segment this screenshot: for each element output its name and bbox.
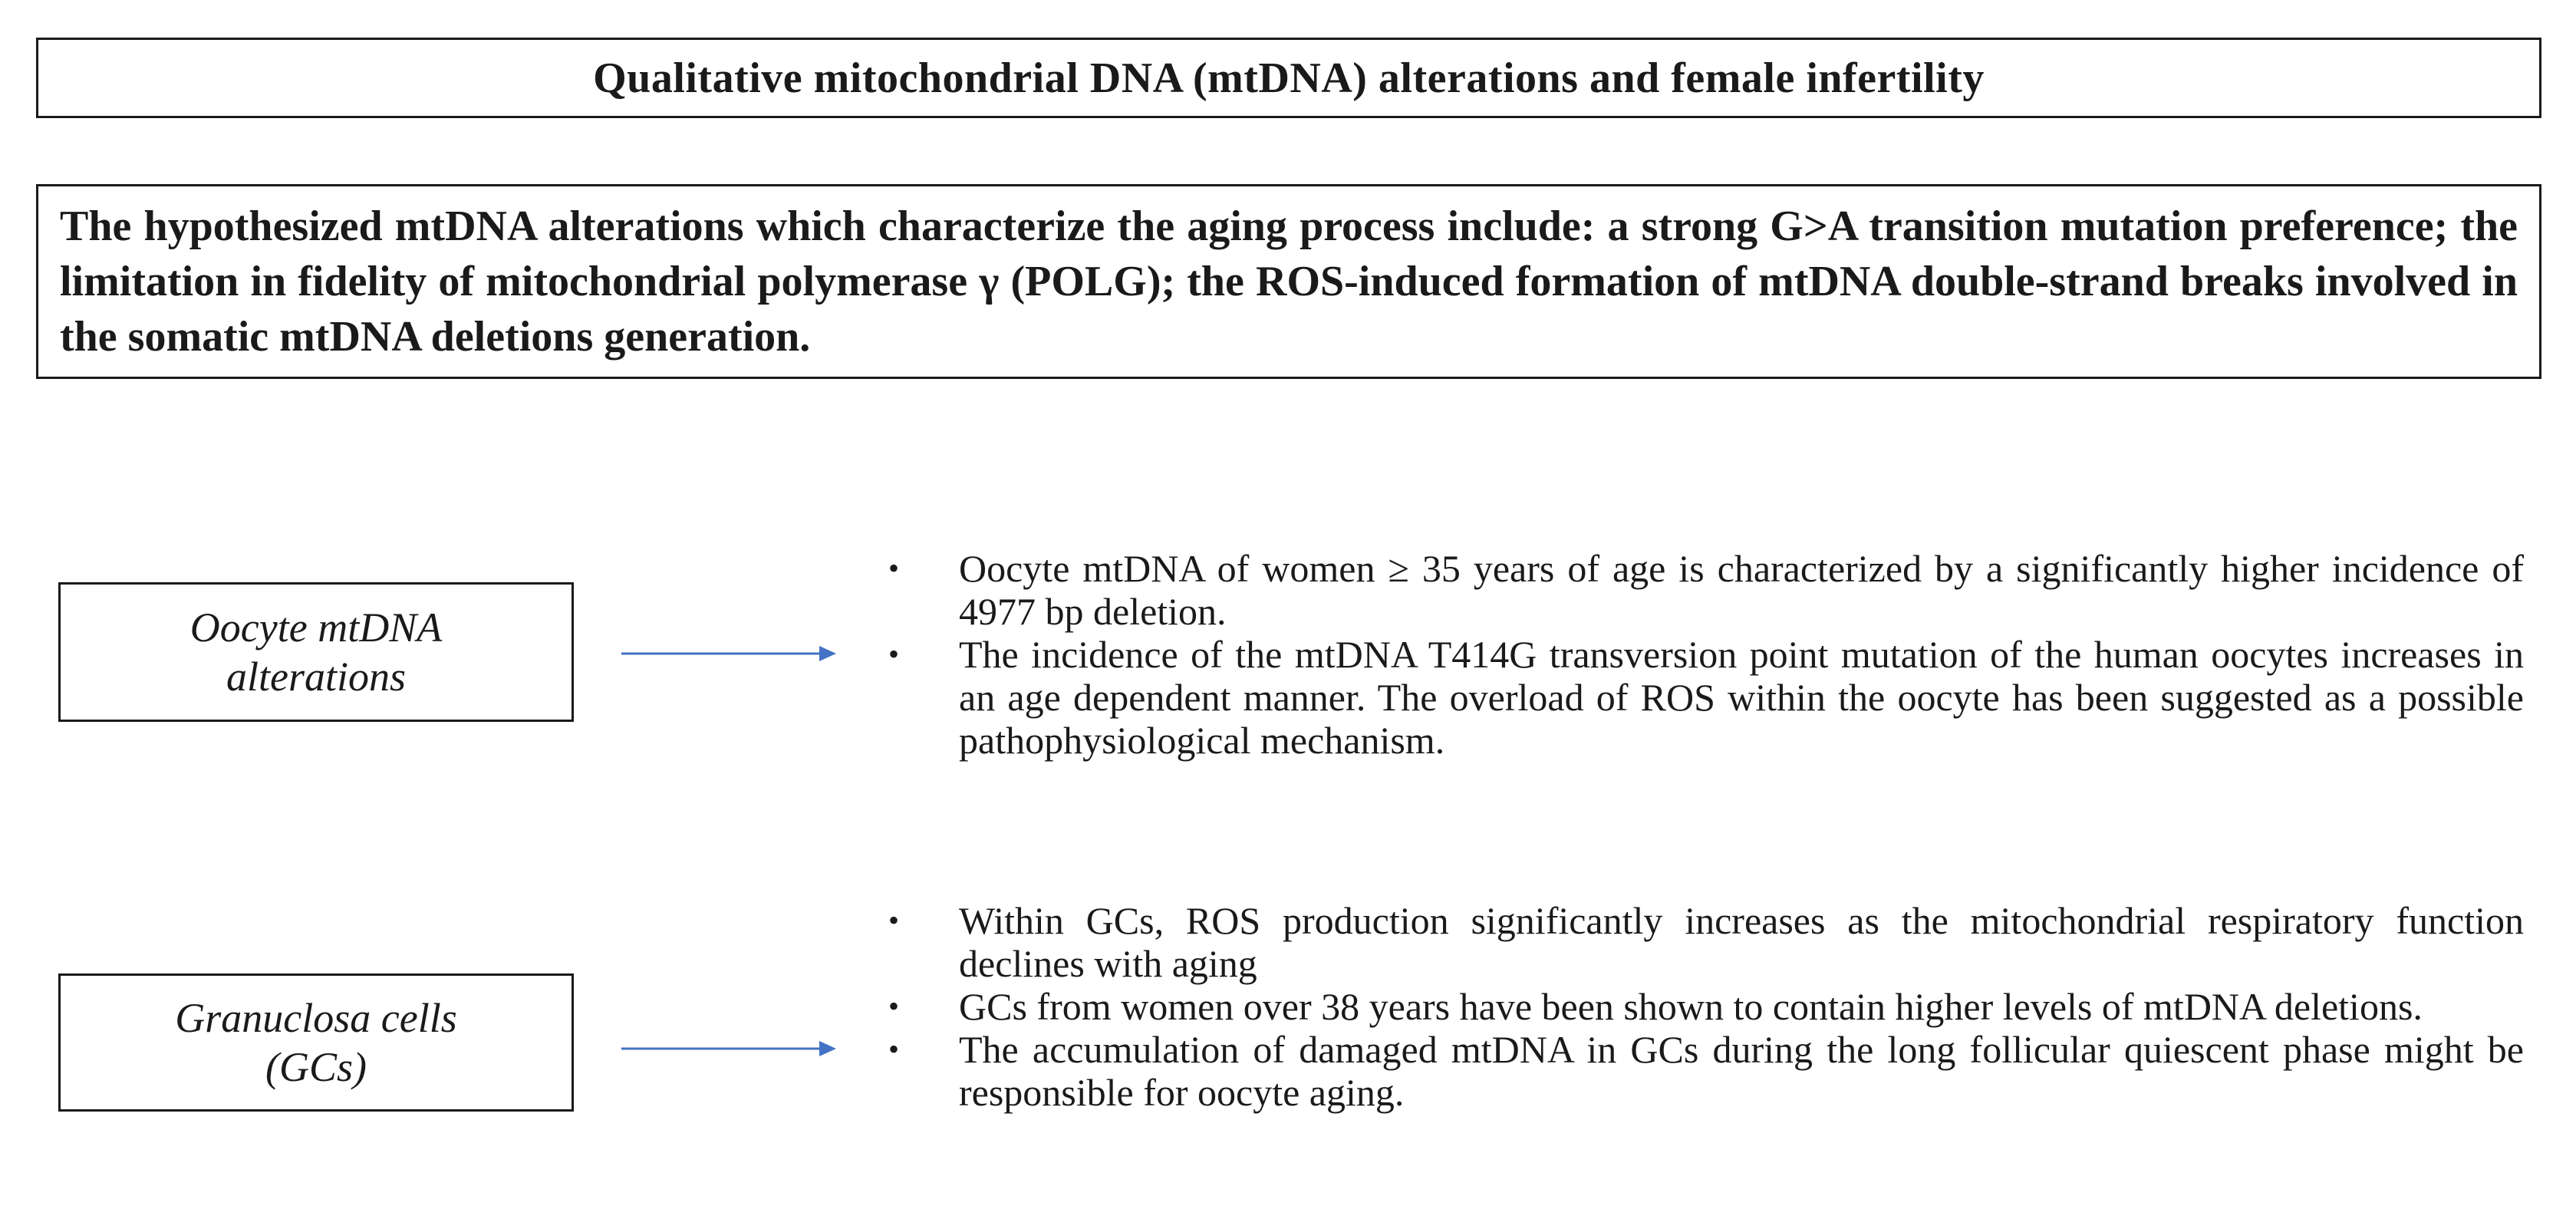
hypothesis-box xyxy=(36,184,2541,379)
oocyte-bullet-list xyxy=(882,547,2524,762)
bullet-icon: • xyxy=(888,903,900,937)
bullet-text: Within GCs, ROS production significantly increases as the mitochondrial respiratory function declines with aging xyxy=(959,899,2524,985)
oocyte-label-line2: alterations xyxy=(226,654,406,700)
gc-label-line1: Granuclosa cells xyxy=(175,995,457,1041)
bullet-text: The accumulation of damaged mtDNA in GCs during the long follicular quiescent phase might be responsible for oocyte aging. xyxy=(959,1028,2524,1114)
oocyte-mtdna-box xyxy=(58,582,574,722)
list-item xyxy=(882,899,2524,985)
bullet-icon: • xyxy=(888,1032,900,1066)
list-item xyxy=(882,547,2524,633)
title-box xyxy=(36,38,2541,118)
list-item xyxy=(882,1028,2524,1114)
hypothesis-text: The hypothesized mtDNA alterations which characterize the aging process include: a strong G>A transition mutation preference; the limitation in fidelity of mitochondrial polymerase γ (POLG); the ROS-induced formation of mtDNA double-strand breaks involved in the somatic mtDNA deletions generation. xyxy=(60,203,2518,361)
granulosa-bullet-list xyxy=(882,899,2524,1114)
list-item xyxy=(882,985,2524,1028)
diagram-title: Qualitative mitochondrial DNA (mtDNA) alterations and female infertility xyxy=(593,54,1985,102)
bullet-text: The incidence of the mtDNA T414G transversion point mutation of the human oocytes increases in an age dependent manner. The overload of ROS within the oocyte has been suggested as a possible pathophysiological mechanism. xyxy=(959,633,2524,762)
arrow-right-icon xyxy=(621,1037,836,1060)
bullet-text: Oocyte mtDNA of women ≥ 35 years of age is characterized by a significantly higher incidence of 4977 bp deletion. xyxy=(959,547,2524,633)
gc-label-line2: (GCs) xyxy=(265,1044,367,1090)
arrow-right-icon xyxy=(621,642,836,665)
oocyte-mtdna-label xyxy=(61,603,572,701)
granulosa-cells-label xyxy=(61,993,572,1092)
bullet-icon: • xyxy=(888,551,900,585)
bullet-icon: • xyxy=(888,637,900,671)
oocyte-label-line1: Oocyte mtDNA xyxy=(189,604,443,651)
bullet-icon: • xyxy=(888,989,900,1023)
list-item xyxy=(882,633,2524,762)
granulosa-cells-box xyxy=(58,973,574,1112)
bullet-text: GCs from women over 38 years have been shown to contain higher levels of mtDNA deletions. xyxy=(959,985,2423,1028)
